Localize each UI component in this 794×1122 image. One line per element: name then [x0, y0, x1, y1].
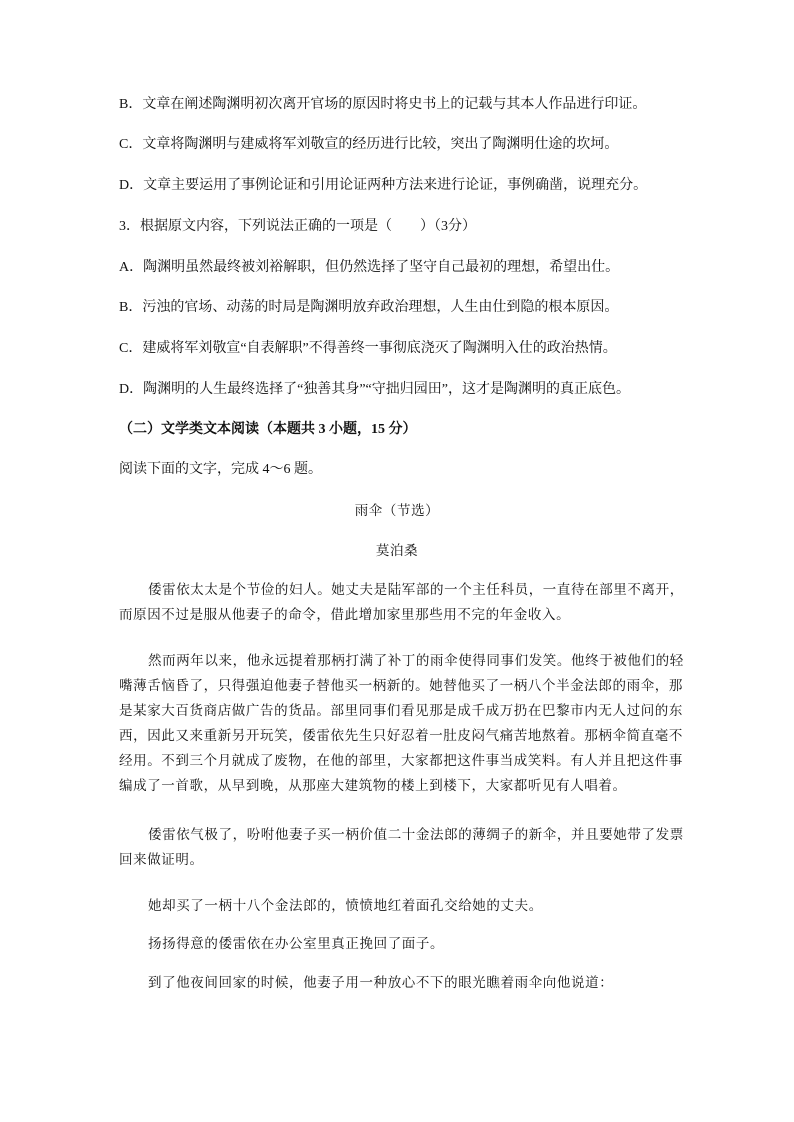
- story-p2-line: 嘴薄舌恼昏了，只得强迫他妻子替他买一柄新的。她替他买了一柄八个半金法郎的雨伞，那: [119, 678, 683, 694]
- q2-option-b: B．文章在阐述陶渊明初次离开官场的原因时将史书上的记载与其本人作品进行印证。: [119, 97, 647, 112]
- q3-option-d: D．陶渊明的人生最终选择了“独善其身”“守拙归园田”，这才是陶渊明的真正底色。: [119, 382, 630, 397]
- story-p1-line: 而原因不过是服从他妻子的命令，借此增加家里那些用不完的年金收入。: [119, 607, 571, 623]
- section-heading: （二）文学类文本阅读（本题共 3 小题，15 分）: [119, 422, 417, 437]
- story-p2-line: 是某家大百货商店做广告的货品。部里同事们看见那是成千成万扔在巴黎市内无人过问的东: [119, 703, 683, 719]
- reading-instruction: 阅读下面的文字，完成 4～6 题。: [119, 462, 322, 477]
- story-p2-line: 编成了一首歌，从早到晚，从那座大建筑物的楼上到楼下，大家都听见有人唱着。: [119, 778, 627, 794]
- story-title: 雨伞（节选）: [354, 503, 440, 519]
- story-p2-line: 然而两年以来，他永远提着那柄打满了补丁的雨伞使得同事们发笑。他终于被他们的轻: [148, 653, 684, 669]
- story-p2-line: 西，因此又来重新另开玩笑，倭雷依先生只好忍着一肚皮闷气痛苦地熬着。那柄伞简直毫不: [119, 728, 683, 744]
- q2-option-c: C．文章将陶渊明与建威将军刘敬宣的经历进行比较，突出了陶渊明仕途的坎坷。: [119, 137, 619, 152]
- story-author: 莫泊桑: [375, 543, 419, 559]
- story-p5: 扬扬得意的倭雷依在办公室里真正挽回了面子。: [148, 936, 445, 952]
- q3-option-c: C．建威将军刘敬宣“自表解职”不得善终一事彻底浇灭了陶渊明入仕的政治热情。: [119, 341, 617, 356]
- story-p3-line: 倭雷依气极了，吩咐他妻子买一柄价值二十金法郎的薄绸子的新伞，并且要她带了发票: [148, 827, 684, 843]
- story-p6: 到了他夜间回家的时候，他妻子用一种放心不下的眼光瞧着雨伞向他说道：: [148, 975, 614, 991]
- q2-option-d: D．文章主要运用了事例论证和引用论证两种方法来进行论证，事例确凿，说理充分。: [119, 178, 648, 193]
- q3-stem: 3．根据原文内容，下列说法正确的一项是（ ）（3分）: [119, 219, 476, 234]
- q3-option-b: B．污浊的官场、动荡的时局是陶渊明放弃政治理想，人生由仕到隐的根本原因。: [119, 300, 619, 315]
- story-p2-line: 经用。不到三个月就成了废物，在他的部里，大家都把这件事当成笑料。有人并且把这件事: [119, 753, 683, 769]
- story-p1-line: 倭雷依太太是个节俭的妇人。她丈夫是陆军部的一个主任科员，一直待在部里不离开，: [148, 582, 684, 598]
- story-p4: 她却买了一柄十八个金法郎的，愤愤地红着面孔交给她的丈夫。: [148, 898, 543, 914]
- story-p3-line: 回来做证明。: [119, 852, 204, 868]
- q3-option-a: A．陶渊明虽然最终被刘裕解职，但仍然选择了坚守自己最初的理想，希望出仕。: [119, 260, 620, 275]
